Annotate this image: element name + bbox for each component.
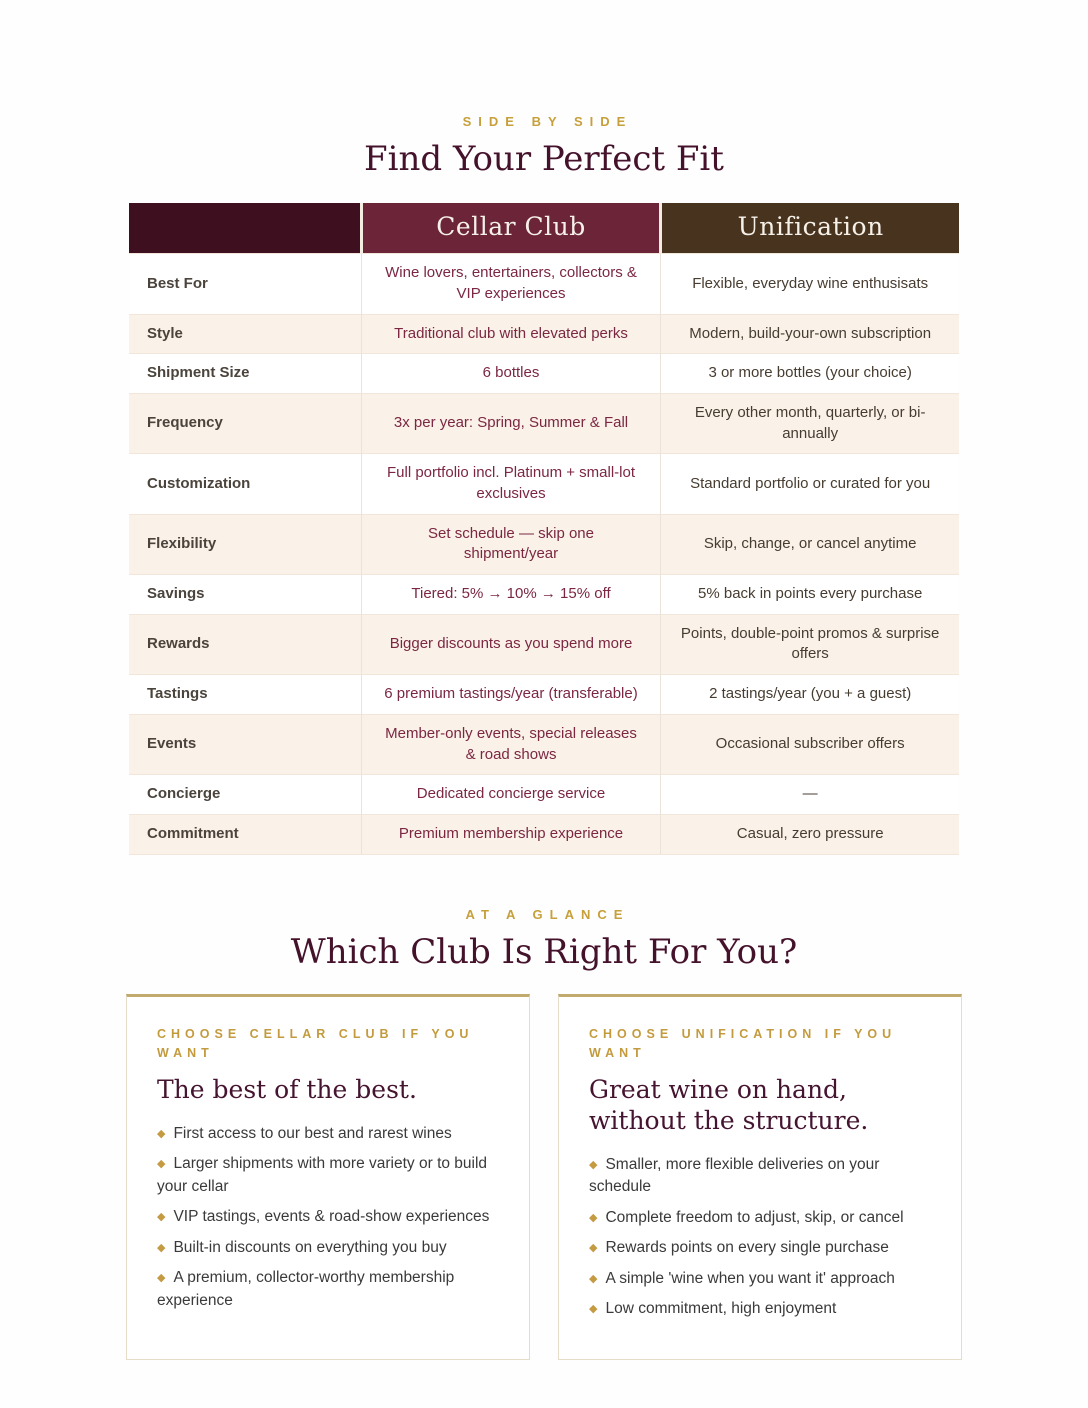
list-item	[589, 1268, 931, 1290]
list-item-text: Complete freedom to adjust, skip, or cancel	[605, 1208, 904, 1226]
row-label: Style	[129, 314, 361, 354]
table-row	[129, 775, 959, 815]
diamond-bullet-icon: ◆	[157, 1272, 166, 1285]
table-row	[129, 714, 959, 774]
cellar-card-heading: The best of the best.	[157, 1074, 417, 1104]
table-header-row	[129, 203, 959, 254]
row-label: Customization	[129, 454, 361, 514]
diamond-bullet-icon: ◆	[589, 1242, 598, 1255]
cellar-value: Bigger discounts as you spend more	[361, 614, 661, 674]
cellar-value: 6 premium tastings/year (transferable)	[361, 675, 661, 715]
row-label: Frequency	[129, 393, 361, 453]
glance-title: Which Club Is Right For You?	[290, 931, 798, 972]
unification-value: Casual, zero pressure	[661, 814, 959, 854]
unification-value: —	[661, 775, 959, 815]
comparison-eyebrow: SIDE BY SIDE	[462, 114, 633, 129]
row-label: Commitment	[129, 814, 361, 854]
list-item	[589, 1237, 931, 1259]
unification-value: 2 tastings/year (you + a guest)	[661, 675, 959, 715]
diamond-bullet-icon: ◆	[589, 1272, 598, 1285]
row-label: Best For	[129, 254, 361, 314]
list-item-text: VIP tastings, events & road-show experiences	[173, 1208, 490, 1226]
cellar-card-eyebrow: CHOOSE CELLAR CLUB IF YOU WANT	[157, 1026, 474, 1061]
diamond-bullet-icon: ◆	[589, 1303, 598, 1316]
cellar-value: 3x per year: Spring, Summer & Fall	[361, 393, 661, 453]
cellar-value: Set schedule — skip one shipment/year	[361, 514, 661, 574]
list-item	[157, 1123, 499, 1145]
unification-card-heading: Great wine on hand, without the structure.	[589, 1074, 869, 1135]
cellar-value: Tiered: 5% → 10% → 15% off	[361, 575, 661, 615]
row-label: Events	[129, 714, 361, 774]
header-unification: Unification	[661, 203, 959, 254]
diamond-bullet-icon: ◆	[589, 1159, 598, 1171]
diamond-bullet-icon: ◆	[157, 1211, 166, 1224]
table-row	[129, 354, 959, 394]
list-item	[157, 1237, 499, 1259]
glance-section	[0, 907, 1088, 1360]
unification-card	[558, 994, 962, 1360]
table-row	[129, 314, 959, 354]
list-item-text: A premium, collector-worthy membership experience	[157, 1269, 455, 1309]
list-item-text: A simple 'wine when you want it' approach	[605, 1269, 895, 1287]
cellar-value: 6 bottles	[361, 354, 661, 394]
row-label: Rewards	[129, 614, 361, 674]
unification-value: Modern, build-your-own subscription	[661, 314, 959, 354]
diamond-bullet-icon: ◆	[157, 1241, 166, 1254]
diamond-bullet-icon: ◆	[157, 1158, 166, 1171]
unification-value: Occasional subscriber offers	[661, 714, 959, 774]
cellar-value: Member-only events, special releases & road shows	[361, 714, 661, 774]
comparison-title: Find Your Perfect Fit	[364, 139, 724, 179]
row-label: Tastings	[129, 675, 361, 715]
comparison-table	[129, 203, 959, 854]
list-item	[157, 1206, 499, 1228]
row-label: Concierge	[129, 775, 361, 815]
unification-value: Flexible, everyday wine enthusisats	[661, 254, 959, 314]
glance-cards	[126, 994, 962, 1360]
cellar-club-card	[126, 994, 530, 1360]
unification-value: 5% back in points every purchase	[661, 575, 959, 615]
table-row	[129, 454, 959, 514]
cellar-value: Traditional club with elevated perks	[361, 314, 661, 354]
header-blank-cell	[129, 203, 361, 254]
list-item	[589, 1154, 931, 1199]
row-label: Flexibility	[129, 514, 361, 574]
header-cellar-club: Cellar Club	[361, 203, 661, 254]
list-item	[589, 1207, 931, 1229]
row-label: Savings	[129, 575, 361, 615]
cellar-value: Dedicated concierge service	[361, 775, 661, 815]
cellar-value: Wine lovers, entertainers, collectors & VIP experiences	[361, 254, 661, 314]
list-item-text: Larger shipments with more variety or to build your cellar	[157, 1155, 488, 1195]
table-row	[129, 254, 959, 314]
diamond-bullet-icon: ◆	[589, 1211, 598, 1224]
unification-card-eyebrow: CHOOSE UNIFICATION IF YOU WANT	[589, 1026, 897, 1061]
table-row	[129, 814, 959, 854]
table-row	[129, 675, 959, 715]
list-item	[157, 1267, 499, 1312]
diamond-bullet-icon: ◆	[157, 1127, 166, 1140]
table-row	[129, 575, 959, 615]
unification-value: Points, double-point promos & surprise offers	[661, 614, 959, 674]
list-item	[589, 1298, 931, 1320]
table-row	[129, 514, 959, 574]
cellar-value: Premium membership experience	[361, 814, 661, 854]
unification-value: Standard portfolio or curated for you	[661, 454, 959, 514]
row-label: Shipment Size	[129, 354, 361, 394]
list-item-text: Rewards points on every single purchase	[605, 1239, 889, 1257]
unification-value: 3 or more bottles (your choice)	[661, 354, 959, 394]
list-item-text: Built-in discounts on everything you buy	[173, 1238, 447, 1256]
cellar-value: Full portfolio incl. Platinum + small-lot exclusives	[361, 454, 661, 514]
unification-value: Skip, change, or cancel anytime	[661, 514, 959, 574]
list-item-text: Smaller, more flexible deliveries on your schedule	[589, 1156, 880, 1196]
table-row	[129, 614, 959, 674]
glance-eyebrow: AT A GLANCE	[465, 906, 630, 922]
list-item-text: Low commitment, high enjoyment	[605, 1300, 837, 1318]
unification-value: Every other month, quarterly, or bi-annually	[661, 393, 959, 453]
list-item	[157, 1153, 499, 1198]
table-row	[129, 393, 959, 453]
list-item-text: First access to our best and rarest wines	[173, 1124, 452, 1142]
